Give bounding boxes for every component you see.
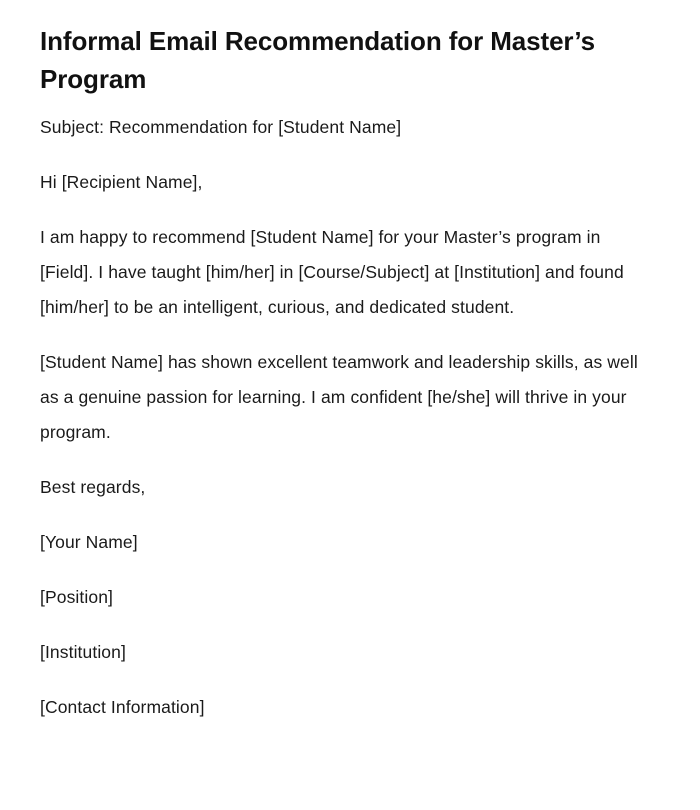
signature-contact-information: [Contact Information] bbox=[40, 697, 205, 717]
paragraph-subject: Subject: Recommendation for [Student Name] bbox=[40, 117, 402, 137]
paragraph-greeting: Hi [Recipient Name], bbox=[40, 172, 203, 192]
paragraph-student-qualities: [Student Name] has shown excellent teamwork and leadership skills, as well as a genuine passion for learning. I am confident [he/she] will thrive in your program. bbox=[40, 352, 638, 442]
page-title: Informal Email Recommendation for Master’s Program bbox=[40, 26, 595, 94]
document-body bbox=[40, 110, 638, 725]
signature-your-name: [Your Name] bbox=[40, 532, 138, 552]
paragraph-closing: Best regards, bbox=[40, 477, 146, 497]
signature-institution: [Institution] bbox=[40, 642, 126, 662]
paragraph-recommendation-intro: I am happy to recommend [Student Name] for your Master’s program in [Field]. I have taught [him/her] in [Course/Subject] at [Institution] and found [him/her] to be an intelligent, curious, and dedicated student. bbox=[40, 227, 624, 317]
signature-position: [Position] bbox=[40, 587, 113, 607]
